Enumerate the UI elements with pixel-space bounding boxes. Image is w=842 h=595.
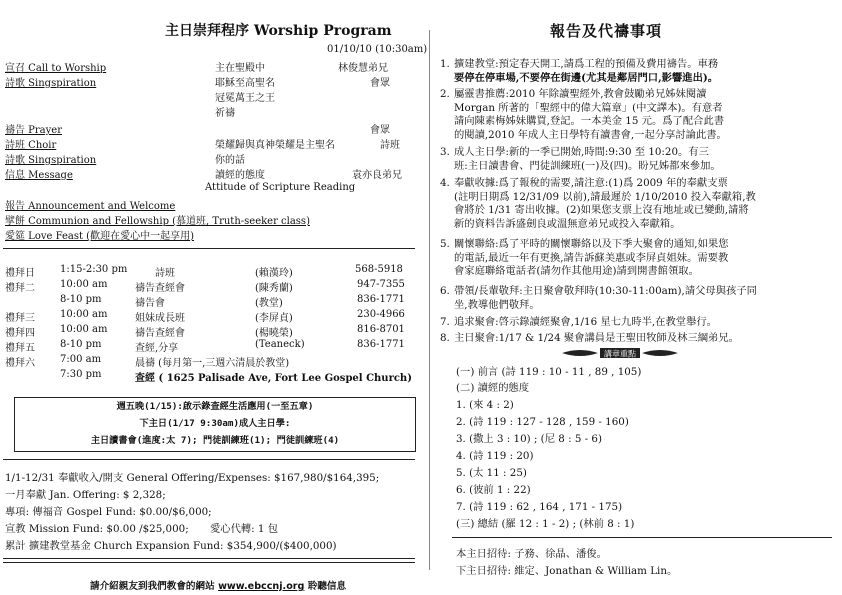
item-line: (註明日期爲 12/31/09 以前),請最遲於 1/10/2010 投入奉獻箱,教: [454, 190, 756, 203]
item-line: 關懷聯絡:爲了平時的關懷聯絡以及下季大聚會的通知,如果您: [454, 238, 729, 250]
sermon-line: 7. (詩 119 : 62 , 164 , 171 - 175): [456, 501, 623, 513]
announcement-item: [440, 146, 824, 173]
program-person-sing1: 會眾: [370, 78, 390, 89]
announcements-panel: [430, 0, 842, 595]
sermon-line: 2. (詩 119 : 127 - 128 , 159 - 160): [456, 416, 629, 428]
schedule-contact: (陳秀蘭): [255, 283, 293, 294]
schedule-contact: (賴漢玲): [255, 268, 293, 279]
item-line: 屬靈書推薦:2010 年除讀聖經外,教會鼓勵弟兄姊妹閱讀: [454, 88, 707, 100]
item-line: 奉獻收據:爲了報稅的需要,請注意:(1)爲 2009 年的奉獻支票: [454, 177, 728, 189]
sermon-line: 5. (太 11 : 25): [456, 467, 527, 479]
item-line: 的電話,最近一年有更換,請告訴蘇美惠或李屏貞姐妹。需要教: [454, 251, 729, 264]
host-this-sunday: 本主日招待: 子務、徐晶、潘俊。: [456, 548, 607, 560]
announcement-item: [440, 238, 824, 279]
program-content-song3: 祈禱: [215, 108, 235, 119]
program-person-prayer: 會眾: [370, 125, 390, 136]
item-line: 主日聚會:1/17 & 1/24 聚會講員是王聖田牧師及林三綱弟兄。: [454, 332, 739, 344]
announcement-item: [440, 88, 824, 142]
schedule-contact: (Teaneck): [255, 339, 305, 350]
communion: 擘餅 Communion and Fellowship (慕道班, Truth-seeker class): [5, 216, 310, 227]
message-english: Attitude of Scripture Reading: [205, 182, 356, 193]
schedule-event: 禱告查經會: [135, 328, 185, 339]
program-label-sing2: 詩歌 Singspiration: [5, 155, 97, 166]
program-label-message: 信息 Message: [5, 170, 73, 181]
schedule-time: 8-10 pm: [60, 339, 102, 350]
item-line: 會家庭聯絡電話者(請勿作其他用途)請到開書館領取。: [454, 265, 699, 277]
divider-top: [3, 248, 415, 249]
finance-offering: 1/1-12/31 奉獻收入/開支 General Offering/Expenses: $167,980/$164,395;: [5, 472, 380, 484]
item-number: 1.: [440, 58, 450, 70]
schedule-phone: 568-5918: [355, 264, 403, 275]
divider-bottom: [3, 558, 415, 559]
schedule-event: 查經 ( 1625 Palisade Ave, Fort Lee Gospel Church): [135, 373, 412, 384]
item-number: 4.: [440, 177, 450, 189]
upcoming-events-box: [14, 397, 416, 452]
schedule-phone: 816-8701: [357, 324, 405, 335]
box-line-next-sunday: 下主日(1/17 9:30am)成人主日學:: [139, 418, 291, 429]
finance-gospel: 專項: 傳福音 Gospel Fund: $0.00/$6,000;: [5, 506, 212, 518]
sermon-line: (三) 總結 (羅 12 : 1 - 2) ; (林前 8 : 1): [456, 518, 635, 530]
announcements-title: 報告及代禱事項: [550, 22, 663, 40]
schedule-day: 禮拜六: [5, 358, 35, 369]
announcement-item: [440, 332, 824, 346]
divider-hosts: [452, 537, 832, 538]
schedule-time: 10:00 am: [60, 309, 108, 320]
schedule-event: 禱告查經會: [135, 283, 185, 294]
schedule-day: 禮拜日: [5, 268, 35, 279]
schedule-event: 禱告會: [135, 298, 165, 309]
website-link[interactable]: www.ebccnj.org: [218, 581, 305, 592]
sermon-line: (一) 前言 (詩 119 : 10 - 11 , 89 , 105): [456, 366, 642, 378]
box-line-friday: 週五晚(1/15):啟示錄查經生活應用(一至五章): [116, 401, 314, 412]
program-person-message: 袁亦良弟兄: [352, 170, 402, 181]
sermon-line: 1. (來 4 : 2): [456, 399, 514, 411]
service-date: 01/10/10 (10:30am): [327, 44, 428, 55]
item-line: 請向陳素梅姊妹購買,登記。一本美金 15 元。爲了配合此書: [454, 115, 725, 127]
schedule-event: 詩班: [155, 268, 175, 279]
item-number: 7.: [440, 316, 450, 328]
item-number: 3.: [440, 146, 450, 158]
schedule-time: 1:15-2:30 pm: [60, 264, 128, 275]
program-content-call: 主在聖殿中: [215, 63, 265, 74]
item-line: 的閱讀,2010 年成人主日學特有讀書會,一起分享討論此書。: [454, 128, 727, 141]
schedule-contact: (楊曉榮): [255, 328, 293, 339]
schedule-event: 姐妹成長班: [135, 313, 185, 324]
sermon-line: 3. (撒上 3 : 10) ; (尼 8 : 5 - 6): [456, 433, 602, 445]
box-line-classes: 主日讀書會(進度:太 7); 門徒訓練班(1); 門徒訓練班(4): [90, 435, 340, 446]
schedule-day: 禮拜四: [5, 328, 35, 339]
schedule-day: 禮拜二: [5, 283, 35, 294]
schedule-day: 禮拜五: [5, 343, 35, 354]
website-footer: [90, 578, 346, 592]
schedule-time: 7:30 pm: [60, 369, 102, 380]
sermon-line: (二) 讀經的態度: [456, 382, 530, 394]
schedule-contact: (教堂): [255, 298, 283, 309]
program-content-sing1: 耶穌至高聖名: [215, 78, 275, 89]
finance-love: 愛心代轉: 1 包: [210, 523, 279, 535]
finance-expansion: 累計 擴建教堂基金 Church Expansion Fund: $354,900/($400,000): [5, 540, 337, 552]
item-line: 新的資料告訴盛劍良或溫無意弟兄或投入奉獻箱。: [454, 217, 681, 230]
announcement-item: [440, 177, 824, 231]
sermon-line: 6. (彼前 1 : 22): [456, 484, 531, 496]
finance-mission: 宣教 Mission Fund: $0.00 /$25,000;: [5, 523, 189, 535]
program-content-choir: 榮耀歸與真神榮耀是主聖名: [215, 140, 335, 151]
announcement-item: [440, 58, 824, 85]
footer-post: 聆聽信息: [304, 581, 347, 592]
schedule-phone: 230-4966: [357, 309, 405, 320]
schedule-phone: 836-1771: [357, 294, 405, 305]
schedule-phone: 836-1771: [357, 339, 405, 350]
schedule-phone: 947-7355: [357, 279, 405, 290]
schedule-time: 7:00 am: [60, 354, 102, 365]
announcement: 報告 Announcement and Welcome: [5, 201, 176, 212]
worship-program-title: 主日崇拜程序 Worship Program: [165, 23, 392, 39]
program-person-choir: 詩班: [380, 140, 400, 151]
program-label-sing1: 詩歌 Singspiration: [5, 78, 97, 89]
schedule-contact: (李屏貞): [255, 313, 293, 324]
program-label-prayer: 禱告 Prayer: [5, 125, 62, 136]
love-feast: 愛筵 Love Feast (歡迎在愛心中一起享用): [5, 231, 194, 242]
item-line: 追求聚會:啓示錄讀經聚會,1/16 星七九時半,在教堂舉行。: [454, 316, 717, 328]
announcement-item: [440, 285, 824, 312]
item-number: 6.: [440, 285, 450, 297]
divider-bottom-2: [3, 562, 415, 563]
item-number: 8.: [440, 332, 450, 344]
announcement-item: [440, 316, 824, 330]
ornament-divider-icon: [560, 347, 680, 359]
schedule-time: 10:00 am: [60, 279, 108, 290]
finance-january: 一月奉獻 Jan. Offering: $ 2,328;: [5, 489, 166, 501]
program-content-message: 讀經的態度: [215, 170, 265, 181]
item-line: Morgan 所著的「聖經中的偉大篇章」(中文譯本)。有意者: [454, 101, 723, 114]
program-content-sing2: 你的話: [215, 155, 245, 166]
program-label-call: 宣召 Call to Worship: [5, 63, 107, 74]
item-line: 坐,教導他們敬拜。: [454, 298, 540, 311]
item-number: 2.: [440, 88, 450, 100]
item-line: 擴建教堂:預定春天開工,請爲工程的預備及費用禱告。車務: [454, 58, 719, 70]
program-content-song2: 冠冕萬王之王: [215, 93, 275, 104]
footer-pre: 請介紹親友到我們教會的網站: [90, 581, 219, 592]
item-line: 成人主日學:新的一季已開始,時間:9:30 至 10:20。有三: [454, 146, 709, 158]
schedule-time: 10:00 am: [60, 324, 108, 335]
program-label-choir: 詩班 Choir: [5, 140, 57, 151]
item-number: 5.: [440, 238, 450, 250]
sermon-line: 4. (詩 119 : 20): [456, 450, 534, 462]
item-line: 要停在停車場,不要停在街邊(尤其是鄰居門口,影響進出)。: [454, 71, 719, 84]
schedule-event: 晨禱 (每月第一,三週六清晨於教堂): [135, 358, 290, 369]
divider-text: 講章重點: [604, 349, 636, 359]
schedule-time: 8-10 pm: [60, 294, 102, 305]
host-next-sunday: 下主日招待: 維定、Jonathan & William Lin。: [456, 565, 678, 577]
program-person-call: 林俊慧弟兄: [338, 63, 388, 74]
item-line: 會將於 1/31 寄出收據。(2)如果您支票上沒有地址或已變動,請將: [454, 204, 749, 216]
divider-finance: [3, 459, 415, 460]
schedule-day: 禮拜三: [5, 313, 35, 324]
item-line: 帶領/長輩敬拜:主日聚會敬拜時(10:30-11:00am),請父母與孩子同: [454, 285, 757, 297]
schedule-event: 查經,分享: [135, 343, 179, 354]
item-line: 班:主日讀書會、門徒訓練班(一)及(四)。盼兄姊都來參加。: [454, 159, 721, 172]
